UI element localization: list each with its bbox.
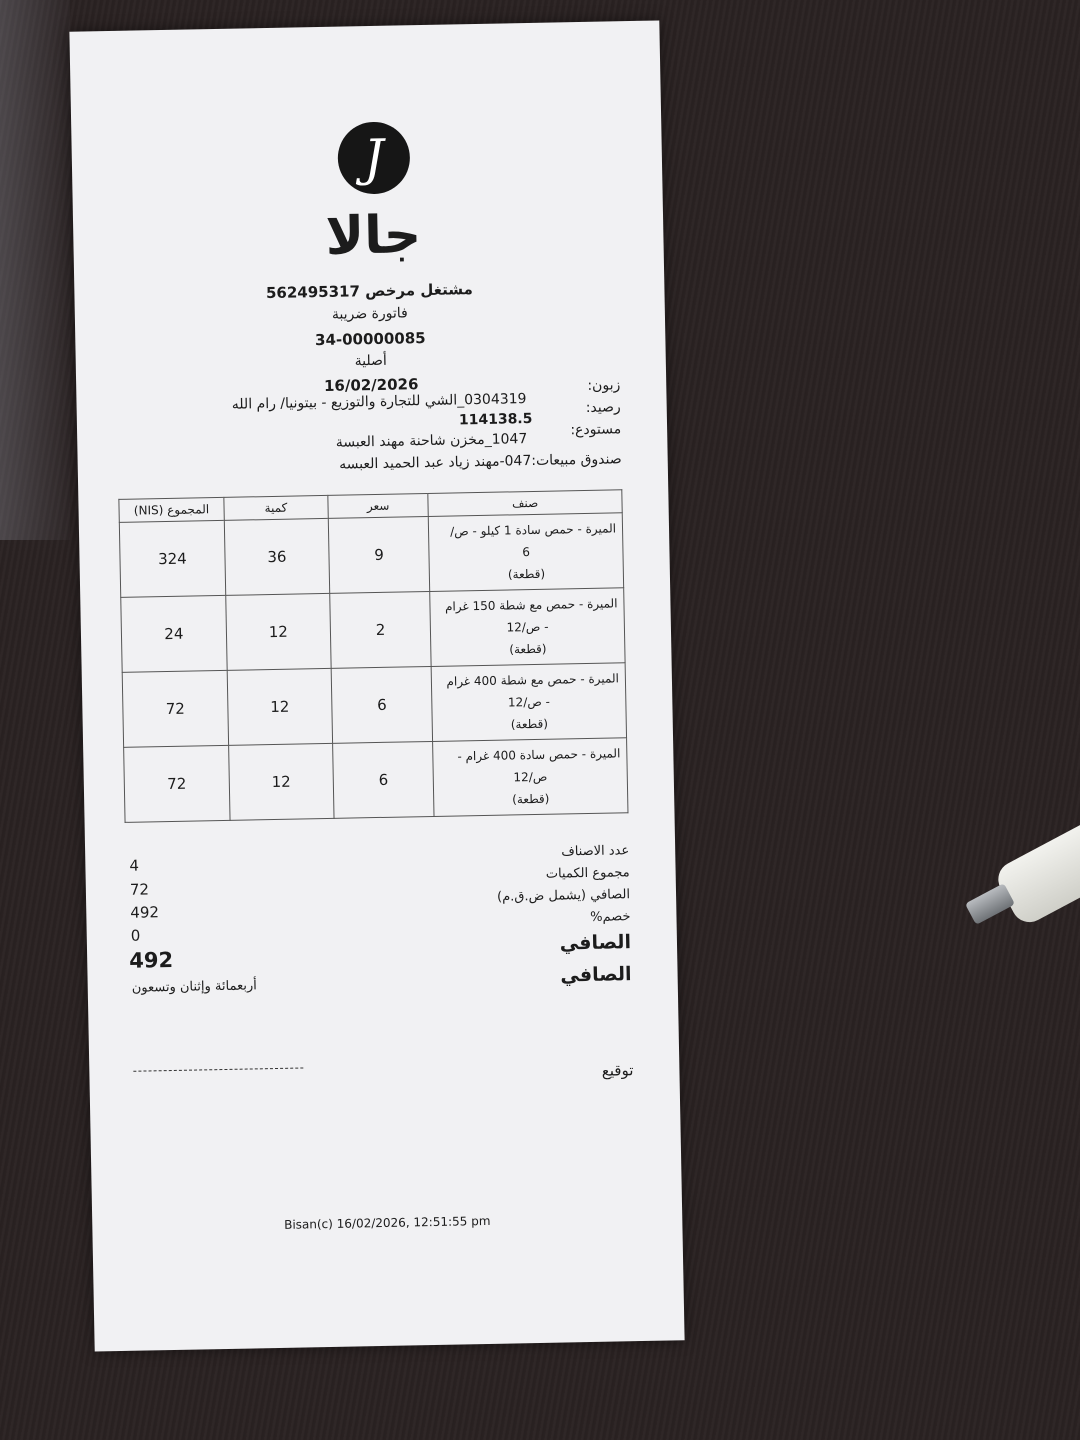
item-name: الميرة - حمص سادة 1 كيلو - ص/ <box>449 521 617 539</box>
net-incl-vat: 492 <box>130 903 160 922</box>
table-row <box>124 738 628 823</box>
net-label: الصافي <box>559 931 632 955</box>
item-unit: (قطعة) <box>510 716 549 732</box>
discount-label: خصم% <box>590 909 631 925</box>
copy-label: أصلية <box>354 352 387 370</box>
sales-box: صندوق مبيعات:047-مهند زياد عبد الحميد العبسه <box>338 451 622 473</box>
item-pack: - ص/12 <box>506 619 549 635</box>
table-row <box>121 588 625 673</box>
item-pack: - ص/12 <box>507 694 551 710</box>
logo-letter: J <box>363 128 385 188</box>
header-total: المجموع (NIS) <box>119 497 224 522</box>
item-unit: (قطعة) <box>512 791 550 807</box>
item-total: 72 <box>124 745 230 822</box>
item-pack: 6 <box>522 545 531 560</box>
item-price: 9 <box>328 516 430 593</box>
qty-total: 72 <box>129 880 150 899</box>
customer-label: زبون: <box>587 377 621 394</box>
item-name: الميرة - حمص مع شطة 400 غرام <box>446 671 620 689</box>
item-pack: ص/12 <box>513 769 548 785</box>
item-total: 24 <box>121 595 227 672</box>
item-qty: 36 <box>224 518 330 595</box>
net-incl-vat-label: الصافي (يشمل ض.ق.م) <box>496 887 631 905</box>
item-price: 6 <box>331 666 433 743</box>
item-total: 72 <box>122 670 228 747</box>
balance-label: رصيد: <box>585 399 621 416</box>
invoice-date: 16/02/2026 <box>323 375 419 395</box>
item-name: الميرة - حمص مع شطة 150 غرام <box>444 596 618 614</box>
invoice-number: 34-00000085 <box>314 329 426 350</box>
signature-label: توقيع <box>601 1061 634 1080</box>
item-description <box>431 663 626 742</box>
item-qty: 12 <box>226 593 332 670</box>
table-row <box>122 663 626 748</box>
items-count-label: عدد الاصناف <box>561 843 630 860</box>
items-count: 4 <box>129 856 140 875</box>
item-price: 6 <box>333 741 435 818</box>
net-words-label: الصافي <box>560 963 632 987</box>
table-row <box>119 513 623 598</box>
net-in-words: أربعمائة وإثنان وتسعون <box>131 978 257 996</box>
footer-timestamp: Bisan(c) 16/02/2026, 12:51:55 pm <box>284 1213 491 1232</box>
signature-line <box>133 1067 303 1071</box>
brand-logo <box>337 121 410 194</box>
item-qty: 12 <box>227 668 333 745</box>
header-qty: كمية <box>224 495 329 520</box>
header-price: سعر <box>328 493 429 518</box>
receipt <box>69 20 684 1351</box>
plastic-sheet <box>0 0 70 540</box>
warehouse-value: 1047_مخزن شاحنة مهند العبسة <box>335 431 528 451</box>
header-item: صنف <box>428 490 622 517</box>
brand-name: جالا <box>324 205 422 267</box>
items-table <box>118 489 628 823</box>
item-description <box>430 588 625 667</box>
item-total: 324 <box>119 520 225 597</box>
item-description <box>433 738 628 817</box>
item-name: الميرة - حمص سادة 400 غرام - <box>457 746 621 764</box>
item-description <box>428 513 623 592</box>
usb-connector <box>965 883 1015 925</box>
usb-cable <box>992 816 1080 929</box>
customer-value: 0304319_الشي للتجارة والتوزيع - بيتونيا/ رام الله <box>231 391 527 413</box>
net-total: 492 <box>128 947 174 973</box>
balance-value: 114138.5 <box>458 410 533 429</box>
qty-total-label: مجموع الكميات <box>545 865 630 882</box>
warehouse-label: مستودع: <box>570 421 622 439</box>
discount: 0 <box>130 926 141 945</box>
item-unit: (قطعة) <box>507 566 546 582</box>
item-price: 2 <box>330 591 432 668</box>
license-number: مشتغل مرخص 562495317 <box>265 280 473 303</box>
item-unit: (قطعة) <box>509 641 547 657</box>
item-qty: 12 <box>228 743 334 820</box>
document-type: فاتورة ضريبة <box>331 305 408 323</box>
